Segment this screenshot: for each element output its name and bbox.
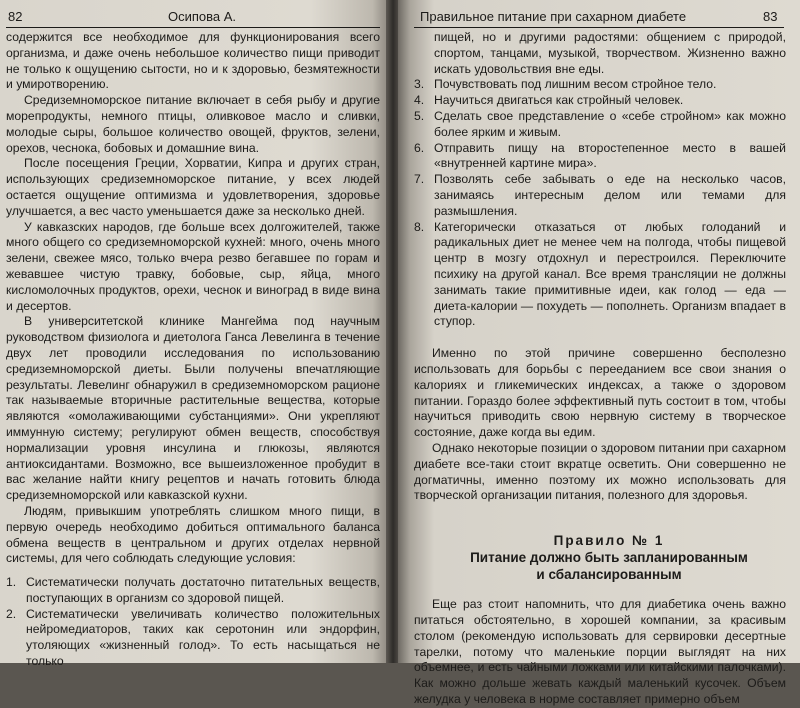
list-number: 2.	[6, 606, 17, 621]
paragraph: Еще раз стоит напомнить, что для диабетика очень важно питаться обстоятельно, в хорошей компании, за красивым столом (рекомендую использовать для сервировки десертные тарелки, потому что маленькие порции выглядят на них объемнее, и есть чайными ложками или китайскими палочками). Как можно дольше жевать каждый маленький кусочек. Объем желудка у человека в норме составляет примерно объем	[414, 597, 786, 706]
paragraph: У кавказских народов, где больше всех долгожителей, также много общего со средиземноморской кухней: много, очень много зелени, свежее мясо, только вчера резво бегавшее по горам и жевавшее чистую травку, бобовые, сыр, яйца, много кисломолочных продуктов, орехи, чеснок и виноград в виде вина и десертов.	[6, 219, 380, 313]
paragraph: Средиземноморское питание включает в себя рыбу и другие морепродукты, немного птицы, оливковое масло и сливки, молодые сыры, большое количество овощей, фруктов, зелени, орехов, чеснока, бобовых и домашние вина.	[6, 93, 380, 155]
rule-subtitle-line-2: и сбалансированным	[536, 567, 682, 583]
list-item	[414, 77, 786, 93]
list-item	[6, 575, 380, 607]
header-rule-left	[6, 27, 380, 28]
list-text: Почувствовать под лишним весом стройное тело.	[434, 77, 717, 92]
list-text: Систематически получать достаточно питательных веществ, поступающих в организм со здоровой пищей.	[26, 575, 380, 605]
rule-heading	[414, 532, 786, 583]
list-text: Научиться двигаться как стройный человек.	[434, 93, 684, 108]
paragraph: Людям, привыкшим употреблять слишком много пищи, в первую очередь необходимо добиться оптимального баланса обмена веществ в центральном и других отделах нервной системы, для чего соблюдать следующие условия:	[6, 503, 380, 566]
list-number: 8.	[414, 219, 425, 234]
rule-subtitle-line-1: Питание должно быть запланированным	[470, 550, 748, 566]
right-body	[414, 30, 786, 708]
list-text: Систематически увеличивать количество положительных нейромедиаторов, таких как серотонин или эндорфин, утоляющих «жизненный голод». То есть насыщаться не только	[26, 606, 380, 669]
list-continuation: пищей, но и другими радостями: общением с природой, спортом, танцами, музыкой, творчеством. Жизненно важно искать удовольствия вне еды.	[434, 30, 786, 76]
left-body	[6, 30, 380, 670]
list-text: Позволять себе забывать о еде на несколько часов, занимаясь интересным делом или темами для размышления.	[434, 172, 786, 218]
conditions-list-right	[414, 77, 786, 330]
list-item	[414, 220, 786, 331]
paragraph: Однако некоторые позиции о здоровом питании при сахарном диабете все-таки стоит вкратце осветить. Они совершенно не догматичны, именно поэтому их можно использовать для творческой организации питания, полезного для здоровья.	[414, 440, 786, 503]
list-number: 6.	[414, 140, 425, 155]
header-rule-right	[414, 27, 784, 28]
page-number-right: 83	[763, 9, 778, 24]
paragraph: После посещения Греции, Хорватии, Кипра и других стран, использующих средиземноморское питание, у всех людей остается ощущение оптимизма и удовлетворения, здоровье улучшается, а вес часто уменьшается даже за несколько дней.	[6, 156, 380, 218]
running-head-left: Осипова А.	[168, 9, 237, 24]
paragraph: содержится все необходимое для функционирования всего организма, и даже очень небольшое количество пищи приводит не только к ощущению сытости, но и к здоровью, безмятежности и умиротворению.	[6, 30, 380, 92]
running-head-right: Правильное питание при сахарном диабете	[420, 9, 687, 24]
list-number: 4.	[414, 93, 425, 108]
list-item	[414, 93, 786, 109]
list-item	[414, 141, 786, 173]
paragraph: Именно по этой причине совершенно бесполезно использовать для борьбы с перееданием все свои знания о калориях и гликемических индексах, а также о здоровом питании. Гораздо более эффективный путь состоит в том, чтобы научиться приводить свою нервную систему в творческое состояние, даже когда вы едим.	[414, 346, 786, 440]
list-text: Сделать свое представление о «себе стройном» как можно более ярким и живым.	[434, 108, 786, 139]
page-number-left: 82	[8, 9, 23, 24]
list-text: Отправить пищу на второстепенное место в вашей «внутренней картине мира».	[434, 140, 786, 171]
list-number: 1.	[6, 575, 17, 590]
list-item	[6, 607, 380, 670]
list-number: 7.	[414, 172, 425, 187]
list-item	[414, 172, 786, 219]
conditions-list-left	[6, 575, 380, 670]
list-number: 3.	[414, 77, 425, 92]
list-text: Категорически отказаться от любых голоданий и радикальных диет не менее чем на полгода, чтобы пищевой центр в мозгу отдохнул и перестроился. Переключите психику на другой канал. Все время трансляции не должны занимать такие примитивные идеи, как голод — еда — диета-калории — похудеть — пополнеть. Организм впадает в ступор.	[434, 219, 786, 329]
list-number: 5.	[414, 108, 425, 123]
paragraph: В университетской клинике Мангейма под научным руководством физиолога и диетолога Ганса Левелинга в течение двух лет проводили исследования по использованию средиземноморской диеты. Были получены впечатляющие результаты. Левелинг обнаружил в средиземноморском рационе так называемые вторичные растительные вещества, которые являются «омолаживающими субстанциями». Они укрепляют иммунную систему; регулируют обмен веществ, способствуя нормализации уровня инсулина и глюкозы, являются антиоксидантами. Возможно, все вышеизложенное пробудит в вас желание найти книгу рецептов и начать готовить блюда средиземноморской или кавказской кухни.	[6, 314, 380, 503]
list-item	[414, 109, 786, 141]
left-page	[0, 0, 388, 669]
right-page	[398, 0, 800, 706]
rule-title: Правило № 1	[553, 533, 665, 549]
